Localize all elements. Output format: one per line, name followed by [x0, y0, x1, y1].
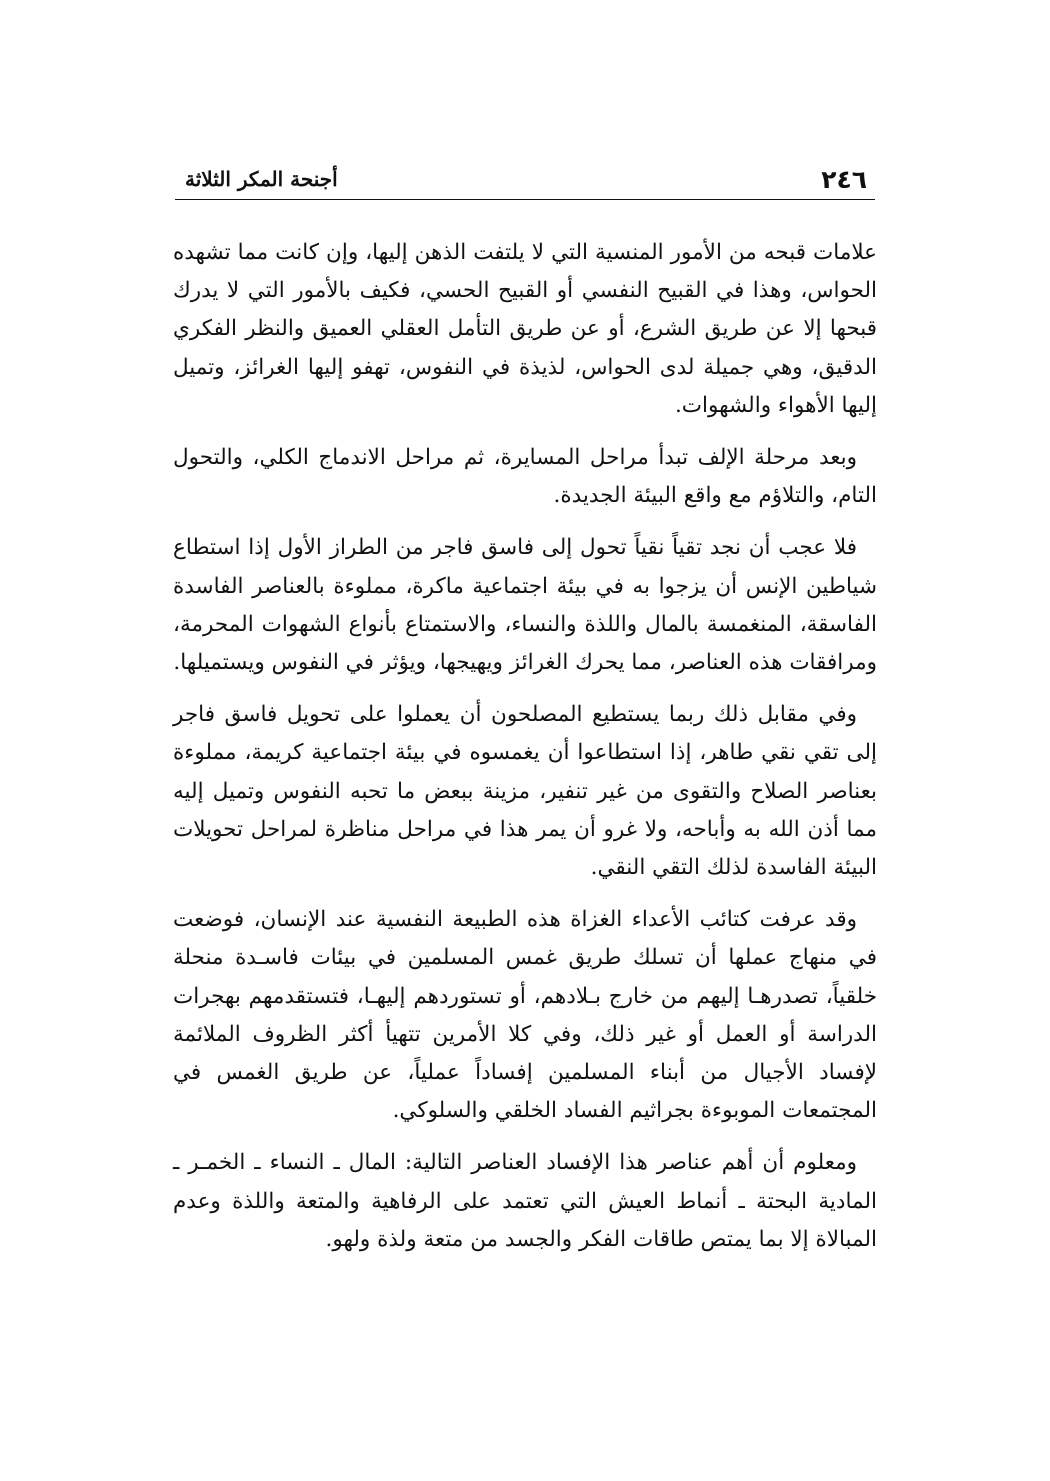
paragraph: وفي مقابل ذلك ربما يستطيع المصلحون أن يعملوا على تحويل فاسق فاجر إلى تقي نقي طاهر، إذا استطاعوا أن يغمسوه في بيئة اجتماعية كريمة، مملوءة بعناصر الصلاح والتقوى من غير تنفير، مزينة ببعض ما تحبه النفوس وتميل إليه مما أذن الله به وأباحه، ولا غرو أن يمر هذا في مراحل مناظرة لمراحل تحويلات البيئة الفاسدة لذلك التقي النقي.	[173, 702, 877, 881]
paragraph: علامات قبحه من الأمور المنسية التي لا يلتفت الذهن إليها، وإن كانت مما تشهده الحواس، وهذا في القبيح النفسي أو القبيح الحسي، فكيف بالأمور التي لا يدرك قبحها إلا عن طريق الشرع، أو عن طريق التأمل العقلي العميق والنظر الفكري الدقيق، وهي جميلة لدى الحواس، لذيذة في النفوس، تهفو إليها الغرائز، وتميل إليها الأهواء والشهوات.	[173, 240, 877, 418]
paragraph: وبعد مرحلة الإلف تبدأ مراحل المسايرة، ثم مراحل الاندماج الكلي، والتحول التام، والتلاؤم مع واقع البيئة الجديدة.	[173, 445, 877, 509]
page-number: ٢٤٦	[821, 165, 867, 194]
running-title: أجنحة المكر الثلاثة	[185, 167, 338, 191]
paragraph: ومعلوم أن أهم عناصر هذا الإفساد العناصر التالية: المال ـ النساء ـ الخمـر ـ المادية البحتة ـ أنماط العيش التي تعتمد على الرفاهية والمتعة واللذة وعدم المبالاة إلا بما يمتص طاقات الفكر والجسد من متعة ولذة ولهو.	[173, 1150, 877, 1252]
page-header	[175, 163, 875, 197]
header-rule	[175, 199, 875, 200]
paragraph: فلا عجب أن نجد تقياً نقياً تحول إلى فاسق فاجر من الطراز الأول إذا استطاع شياطين الإنس أن يزجوا به في بيئة اجتماعية ماكرة، مملوءة بالعناصر الفاسدة الفاسقة، المنغمسة بالمال واللذة والنساء، والاستمتاع بأنواع الشهوات المحرمة، ومرافقات هذه العناصر، مما يحرك الغرائز ويهيجها، ويؤثر في النفوس ويستميلها.	[173, 535, 877, 676]
body-text	[173, 234, 877, 1273]
paragraph: وقد عرفت كتائب الأعداء الغزاة هذه الطبيعة النفسية عند الإنسان، فوضعت في منهاج عملها أن تسلك طريق غمس المسلمين في بيئات فاسـدة منحلة خلقياً، تصدرهـا إليهم من خارج بـلادهم، أو تستوردهم إليهـا، فتستقدمهم بهجرات الدراسة أو العمل أو غير ذلك، وفي كلا الأمرين تتهيأ أكثر الظروف الملائمة لإفساد الأجيال من أبناء المسلمين إفساداً عملياً، عن طريق الغمس في المجتمعات الموبوءة بجراثيم الفساد الخلقي والسلوكي.	[173, 907, 878, 1124]
